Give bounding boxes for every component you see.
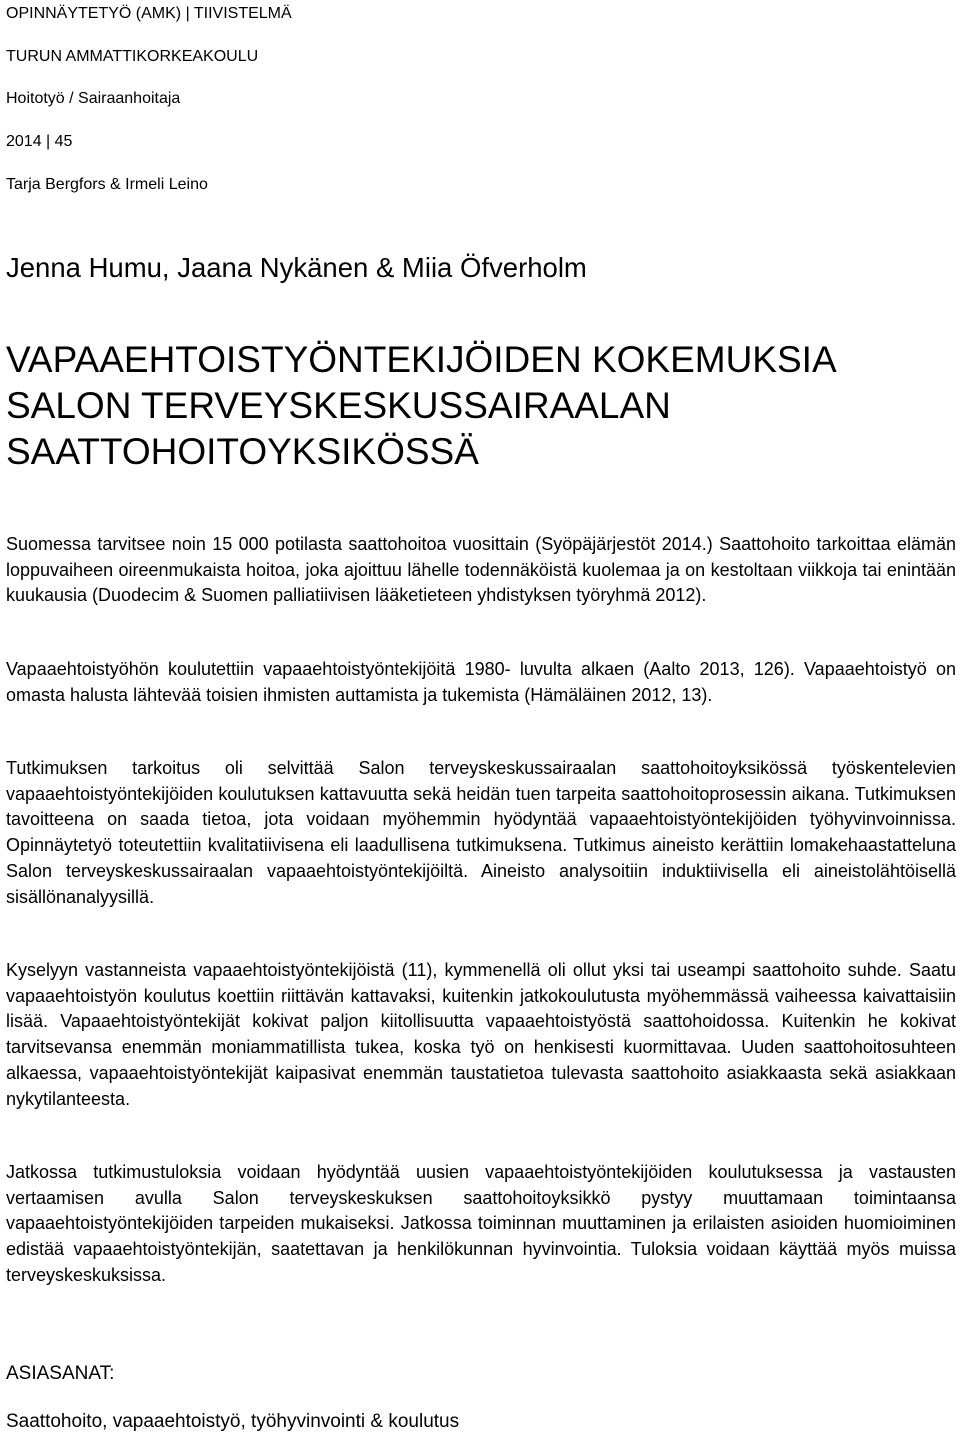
keywords-heading: ASIASANAT: <box>6 1363 115 1384</box>
abstract-paragraph: Jatkossa tutkimustuloksia voidaan hyödyntää uusien vapaaehtoistyöntekijöiden koulutuksessa ja vastausten vertaamisen avulla Salon terveyskeskuksen saattohoitoyksikkö pystyy muuttamaan toimintaansa vapaaehtoistyöntekijöiden tarpeiden mukaiseksi. Jatkossa toiminnan muuttaminen ja erilaisten asioiden huomioiminen edistää vapaaehtoistyöntekijän, saatettavan ja henkilökunnan hyvinvointia. Tuloksia voidaan käyttää myös muissa terveyskeskuksissa. <box>6 1162 956 1285</box>
abstract-paragraph: Vapaaehtoistyöhön koulutettiin vapaaehtoistyöntekijöitä 1980- luvulta alkaen (Aalto 2013, 126). Vapaaehtoistyö on omasta halusta lähtevää toisien ihmisten auttamista ja tukemista (Hämäläinen 2012, 13). <box>6 659 956 705</box>
title-line: SALON TERVEYSKESKUSSAIRAALAN <box>6 385 671 426</box>
abstract-paragraph: Suomessa tarvitsee noin 15 000 potilasta saattohoitoa vuosittain (Syöpäjärjestöt 2014.) Saattohoito tarkoittaa elämän loppuvaiheen oireenmukaista hoitoa, joka ajoittuu lähelle todennäköistä kuolemaa ja on kestoltaan viikkoja tai enintään kuukausia (Duodecim & Suomen palliatiivisen lääketieteen yhdistyksen työryhmä 2012). <box>6 534 956 606</box>
abstract-paragraph: Tutkimuksen tarkoitus oli selvittää Salon terveyskeskussairaalan saattohoitoyksikössä työskentelevien vapaaehtoistyöntekijöiden koulutuksen kattavuutta sekä heidän tuen tarpeita saattohoitoprosessin aikana. Tutkimuksen tavoitteena on saada tietoa, jota voidaan myöhemmin hyödyntää vapaaehtoistyöntekijöiden työhyvinvoinnissa. Opinnäytetyö toteutettiin kvalitatiivisena eli laadullisena tutkimuksena. Tutkimus aineisto kerättiin lomakehaastatteluna Salon terveyskeskussairaalan vapaaehtoistyöntekijöiltä. Aineisto analysoitiin induktiivisella eli aineistolähtöisellä sisällönanalyysillä. <box>6 758 956 907</box>
title-line: VAPAAEHTOISTYÖNTEKIJÖIDEN KOKEMUKSIA <box>6 339 837 380</box>
thesis-title <box>6 337 837 475</box>
year-and-pages: 2014 | 45 <box>6 133 73 150</box>
degree-programme: Hoitotyö / Sairaanhoitaja <box>6 90 181 107</box>
keywords-list: Saattohoito, vapaaehtoistyö, työhyvinvointi & koulutus <box>6 1411 460 1432</box>
authors: Jenna Humu, Jaana Nykänen & Miia Öfverholm <box>6 252 587 283</box>
abstract-paragraph: Kyselyyn vastanneista vapaaehtoistyöntekijöistä (11), kymmenellä oli ollut yksi tai useampi saattohoito suhde. Saatu vapaaehtoistyön koulutus koettiin riittävän kattavaksi, kuitenkin jatkokoulutusta myöhemmässä vaiheessa kaivattaisiin lisää. Vapaaehtoistyöntekijät kokivat paljon kiitollisuutta vapaaehtoistyöstä saattohoidossa. Kuitenkin he kokivat tarvitsevansa enemmän moniammatillista tukea, koska työ on henkisesti kuormittavaa. Uuden saattohoitosuhteen alkaessa, vapaaehtoistyöntekijät kaipasivat enemmän taustatietoa tulevasta saattohoito asiakkaasta sekä asiakkaan nykytilanteesta. <box>6 960 956 1109</box>
title-line: SAATTOHOITOYKSIKÖSSÄ <box>6 431 479 472</box>
document-type: OPINNÄYTETYÖ (AMK) | TIIVISTELMÄ <box>6 5 292 22</box>
supervisors: Tarja Bergfors & Irmeli Leino <box>6 176 208 193</box>
institution-name: TURUN AMMATTIKORKEAKOULU <box>6 48 259 65</box>
